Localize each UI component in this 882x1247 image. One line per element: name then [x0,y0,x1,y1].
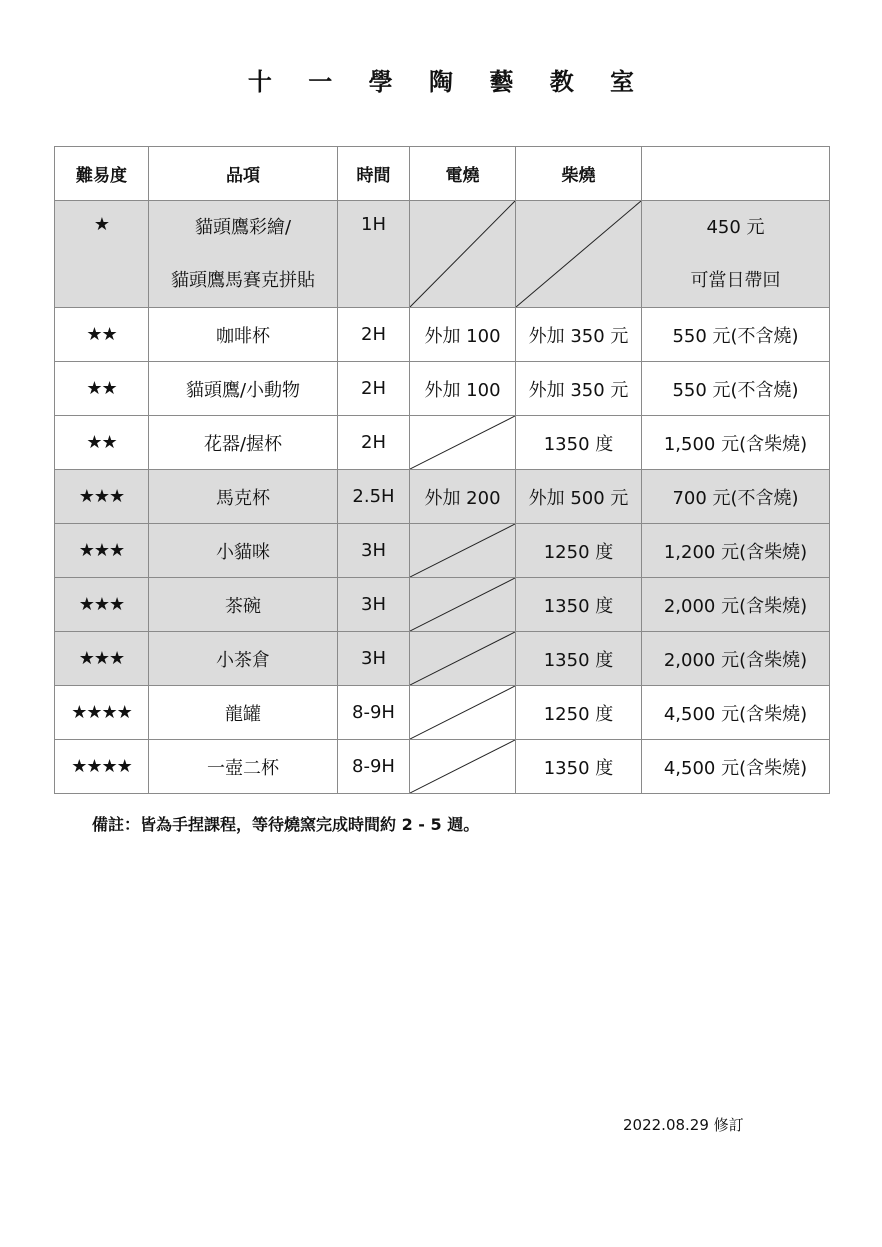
wood-cell: 1350 度 [516,740,642,794]
header-item: 品項 [149,147,338,201]
diagonal-slash [410,416,515,469]
table-row [55,416,830,470]
wood-cell: 1350 度 [516,578,642,632]
price-line-2: 可當日帶回 [690,270,781,291]
electric-cell: 外加 200 [410,470,516,524]
time-cell [338,201,410,308]
item-line-1: 貓頭鷹彩繪/ [194,217,292,238]
diagonal-slash [410,740,515,793]
price-cell: 4,500 元(含柴燒) [642,740,830,794]
time-cell: 2H [338,416,410,470]
wood-cell: 1250 度 [516,524,642,578]
price-cell: 2,000 元(含柴燒) [642,578,830,632]
item-cell [149,201,338,308]
header-price [642,147,830,201]
page-title: 十 一 學 陶 藝 教 室 [247,68,649,96]
header-difficulty: 難易度 [55,147,149,201]
difficulty-cell: ★★★★ [55,686,149,740]
table-row [55,578,830,632]
item-cell: 馬克杯 [149,470,338,524]
price-line-1: 450 元 [706,217,765,238]
wood-cell: 1250 度 [516,686,642,740]
diagonal-slash [410,686,515,739]
item-cell: 小貓咪 [149,524,338,578]
time-cell: 2H [338,308,410,362]
difficulty-stars: ★ [93,214,110,235]
table-row [55,524,830,578]
header-wood-firing: 柴燒 [516,147,642,201]
electric-cell-empty [410,578,516,632]
wood-cell: 外加 350 元 [516,308,642,362]
item-cell: 貓頭鷹/小動物 [149,362,338,416]
table-header-row [55,147,830,201]
diagonal-slash [410,524,515,577]
difficulty-cell: ★★★★ [55,740,149,794]
wood-cell-empty [516,201,642,308]
time-cell: 8-9H [338,740,410,794]
item-cell: 茶碗 [149,578,338,632]
electric-cell: 外加 100 [410,308,516,362]
time-cell: 2.5H [338,470,410,524]
table-row [55,686,830,740]
table-row [55,740,830,794]
item-line-2: 貓頭鷹馬賽克拼貼 [171,270,315,291]
electric-cell-empty [410,740,516,794]
price-cell: 1,200 元(含柴燒) [642,524,830,578]
time-cell: 8-9H [338,686,410,740]
electric-cell-empty [410,201,516,308]
diagonal-slash [410,578,515,631]
price-cell: 550 元(不含燒) [642,308,830,362]
table-row [55,632,830,686]
table-row [55,308,830,362]
time-cell: 3H [338,524,410,578]
price-cell: 2,000 元(含柴燒) [642,632,830,686]
electric-cell-empty [410,686,516,740]
header-time: 時間 [338,147,410,201]
revision-date: 2022.08.29 修訂 [623,1116,744,1134]
difficulty-cell: ★★★ [55,578,149,632]
wood-cell: 外加 500 元 [516,470,642,524]
diagonal-slash [410,632,515,685]
wood-cell: 1350 度 [516,632,642,686]
diagonal-slash [516,201,641,307]
price-cell [642,201,830,308]
item-cell: 小茶倉 [149,632,338,686]
price-table [54,146,830,794]
table-row [55,362,830,416]
item-cell: 咖啡杯 [149,308,338,362]
time-cell: 2H [338,362,410,416]
time-value: 1H [361,214,386,235]
difficulty-cell: ★★ [55,362,149,416]
price-cell: 550 元(不含燒) [642,362,830,416]
difficulty-cell [55,201,149,308]
item-cell: 龍罐 [149,686,338,740]
wood-cell: 1350 度 [516,416,642,470]
electric-cell-empty [410,524,516,578]
footnote: 備註：皆為手捏課程，等待燒窯完成時間約 2 - 5 週。 [92,815,480,834]
price-cell: 4,500 元(含柴燒) [642,686,830,740]
item-cell: 花器/握杯 [149,416,338,470]
difficulty-cell: ★★ [55,308,149,362]
table-row [55,470,830,524]
item-cell: 一壺二杯 [149,740,338,794]
electric-cell-empty [410,632,516,686]
table-row [55,201,830,308]
price-cell: 700 元(不含燒) [642,470,830,524]
time-cell: 3H [338,578,410,632]
wood-cell: 外加 350 元 [516,362,642,416]
electric-cell-empty [410,416,516,470]
electric-cell: 外加 100 [410,362,516,416]
time-cell: 3H [338,632,410,686]
difficulty-cell: ★★★ [55,524,149,578]
price-cell: 1,500 元(含柴燒) [642,416,830,470]
header-electric-firing: 電燒 [410,147,516,201]
difficulty-cell: ★★ [55,416,149,470]
diagonal-slash [410,201,515,307]
difficulty-cell: ★★★ [55,632,149,686]
difficulty-cell: ★★★ [55,470,149,524]
